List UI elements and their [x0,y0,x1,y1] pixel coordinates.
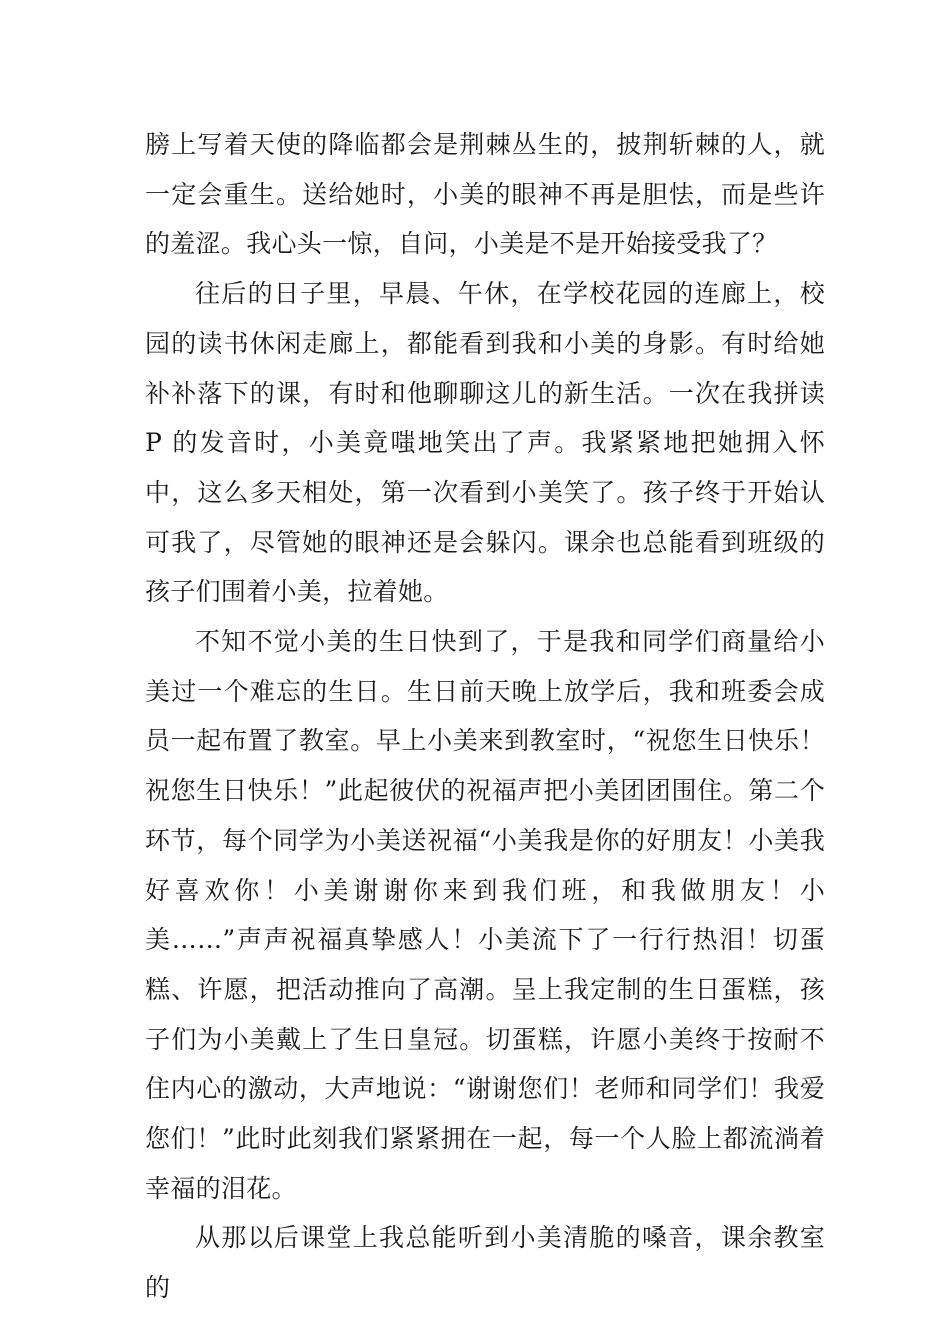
paragraph-4: 从那以后课堂上我总能听到小美清脆的嗓音，课余教室的 [145,1223,825,1303]
paragraph-1: 膀上写着天使的降临都会是荆棘丛生的，披荆斩棘的人，就一定会重生。送给她时，小美的眼神不再是胆怯，而是些许的羞涩。我心头一惊，自问，小美是不是开始接受我了？ [145,130,825,259]
paragraph-3: 不知不觉小美的生日快到了，于是我和同学们商量给小美过一个难忘的生日。生日前天晚上放学后，我和班委会成员一起布置了教室。早上小美来到教室时，“祝您生日快乐！祝您生日快乐！”此起彼伏的祝福声把小美团团围住。第二个环节，每个同学为小美送祝福“小美我是你的好朋友！小美我好喜欢你！小美谢谢你来到我们班，和我做朋友！小美……”声声祝福真挚感人！小美流下了一行行热泪！切蛋糕、许愿，把活动推向了高潮。呈上我定制的生日蛋糕，孩子们为小美戴上了生日皇冠。切蛋糕，许愿小美终于按耐不住内心的激动，大声地说：“谢谢您们！老师和同学们！我爱您们！”此时此刻我们紧紧拥在一起，每一个人脸上都流淌着幸福的泪花。 [145,627,825,1203]
paragraph-2: 往后的日子里，早晨、午休，在学校花园的连廊上，校园的读书休闲走廊上，都能看到我和小美的身影。有时给她补补落下的课，有时和他聊聊这儿的新生活。一次在我拼读 P 的发音时，小美竟嗤地笑出了声。我紧紧地把她拥入怀中，这么多天相处，第一次看到小美笑了。孩子终于开始认可我了，尽管她的眼神还是会躲闪。课余也总能看到班级的孩子们围着小美，拉着她。 [145,279,825,607]
body-text [145,120,825,1313]
